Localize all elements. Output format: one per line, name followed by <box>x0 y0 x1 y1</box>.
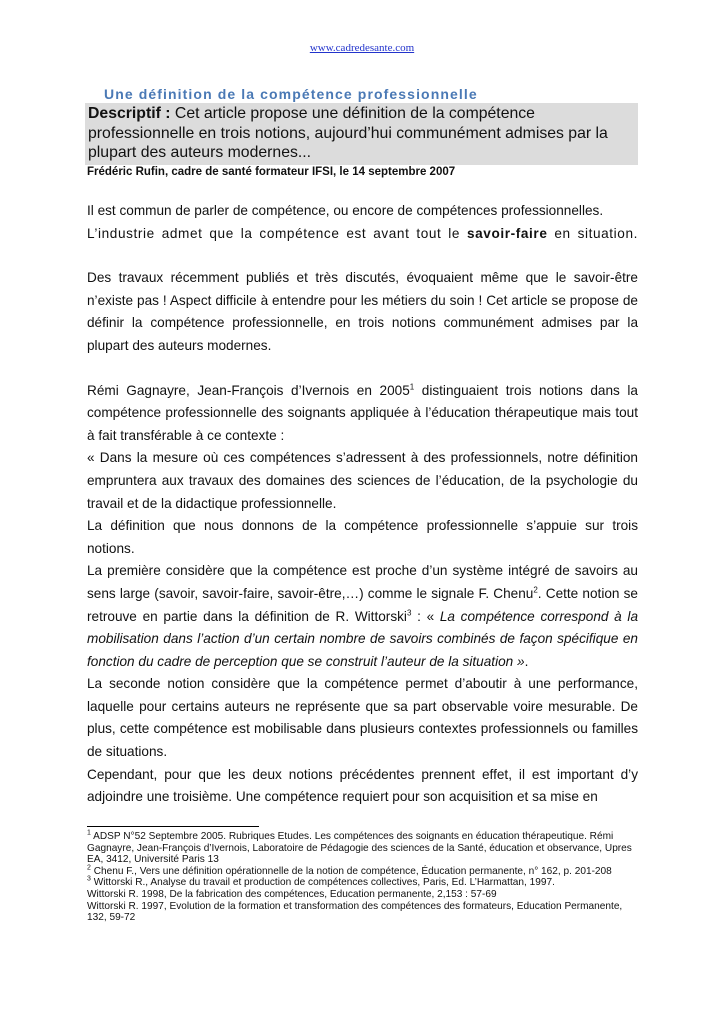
descriptif-text: Cet article propose une définition de la compétence professionnelle en trois notions, aujourd’hui communément admises par la plupart des auteurs modernes... <box>88 105 608 161</box>
wittorski-quote: La compétence correspond à la mobilisation dans l’action d’un certain nombre de savoirs combinés de façon spécifique en fonction du cadre de perception que se construit l’auteur de la situation » <box>87 608 639 669</box>
footnote-ref-1[interactable]: 1 <box>409 382 415 392</box>
paragraph-1-line-1: Il est commun de parler de compétence, ou encore de compétences professionnelles. <box>87 203 604 218</box>
article-title: Une définition de la compétence professionnelle <box>104 86 478 102</box>
footnote-3-ref-2: Wittorski R. 1998, De la fabrication des compétences, Education permanente, 2,153 : 57-69 <box>87 888 497 900</box>
footnote-3: $^3$ Wittorski R., Analyse du travail et production de compétences collectives, Paris, Ed. L’Harmattan, 1997. <box>87 876 555 889</box>
paragraph-2: Des travaux récemment publiés et très discutés, évoquaient même que le savoir-être n’existe pas ! Aspect difficile à entendre pour les métiers du soin ! Cet article se propose de définir la compétence professionnelle, en trois notions communément admises par la plupart des auteurs modernes. <box>87 270 638 353</box>
footnote-3-ref-3: Wittorski R. 1997, Evolution de la formation et transformation des compétences des formateurs, Education Permanente, 132, 59-72 <box>87 900 623 924</box>
author-line: Frédéric Rufin, cadre de santé formateur IFSI, le 14 septembre 2007 <box>87 166 456 178</box>
footnotes <box>87 831 640 924</box>
site-url-link[interactable]: www.cadredesante.com <box>309 42 415 54</box>
paragraph-7: La seconde notion considère que la compétence permet d’aboutir à une performance, laquelle pour certains auteurs ne représente que sa part observable voire mesurable. De plus, cette compétence est mobilisable dans plusieurs contextes professionnels ou familles de situations. <box>87 676 638 760</box>
paragraph-6: La première considère que la compétence est proche d’un système intégré de savoirs au sens large (savoir, savoir-faire, savoir-être,…) comme le signale F. Chenu$^2$. Cette notion se retrouve en partie dans la définition de R. Wittorski$^3$ : « La compétence correspond à la mobilisation dans l’action d’un certain nombre de savoirs combinés de façon spécifique en fonction du cadre de perception que se construit l’auteur de la situation ». <box>87 563 639 669</box>
footnote-2: $^2$ Chenu F., Vers une définition opérationnelle de la notion de compétence, Éducation permanente, n° 162, p. 201-208 <box>87 864 612 877</box>
paragraph-5: La définition que nous donnons de la compétence professionnelle s’appuie sur trois notions. <box>87 518 638 556</box>
paragraph-8: Cependant, pour que les deux notions précédentes prennent effet, il est important d’y adjoindre une troisième. Une compétence requiert pour son acquisition et sa mise en <box>87 766 638 805</box>
descriptif-box <box>85 103 638 165</box>
descriptif-label: Descriptif : <box>88 105 171 122</box>
footnote-ref-3[interactable]: 3 <box>406 607 412 617</box>
article-body <box>87 200 638 809</box>
savoir-faire-emphasis: savoir-faire <box>466 225 548 241</box>
footnote-divider <box>87 826 259 827</box>
footnote-1: $^1$ ADSP N°52 Septembre 2005. Rubriques Etudes. Les compétences des soignants en éducation thérapeutique. Rémi Gagnayre, Jean-François d’Ivernois, Laboratoire de Pédagogie des sciences de la Santé, éducation et observance, Upres EA, 3412, Université Paris 13 <box>87 829 632 866</box>
paragraph-4: « Dans la mesure où ces compétences s’adressent à des professionnels, notre définition empruntera aux travaux des domaines des sciences de l’éducation, de la psychologie du travail et de la didactique professionnelle. <box>87 450 638 511</box>
paragraph-1-line-2: L’industrie admet que la compétence est avant tout le savoir-faire en situation. <box>87 225 638 241</box>
footnote-ref-2[interactable]: 2 <box>533 585 538 595</box>
paragraph-3: Rémi Gagnayre, Jean-François d’Ivernois en 2005$^1$ distinguaient trois notions dans la compétence professionnelle des soignants appliquée à l’éducation thérapeutique mais tout à fait transférable à ce contexte : <box>87 382 638 443</box>
